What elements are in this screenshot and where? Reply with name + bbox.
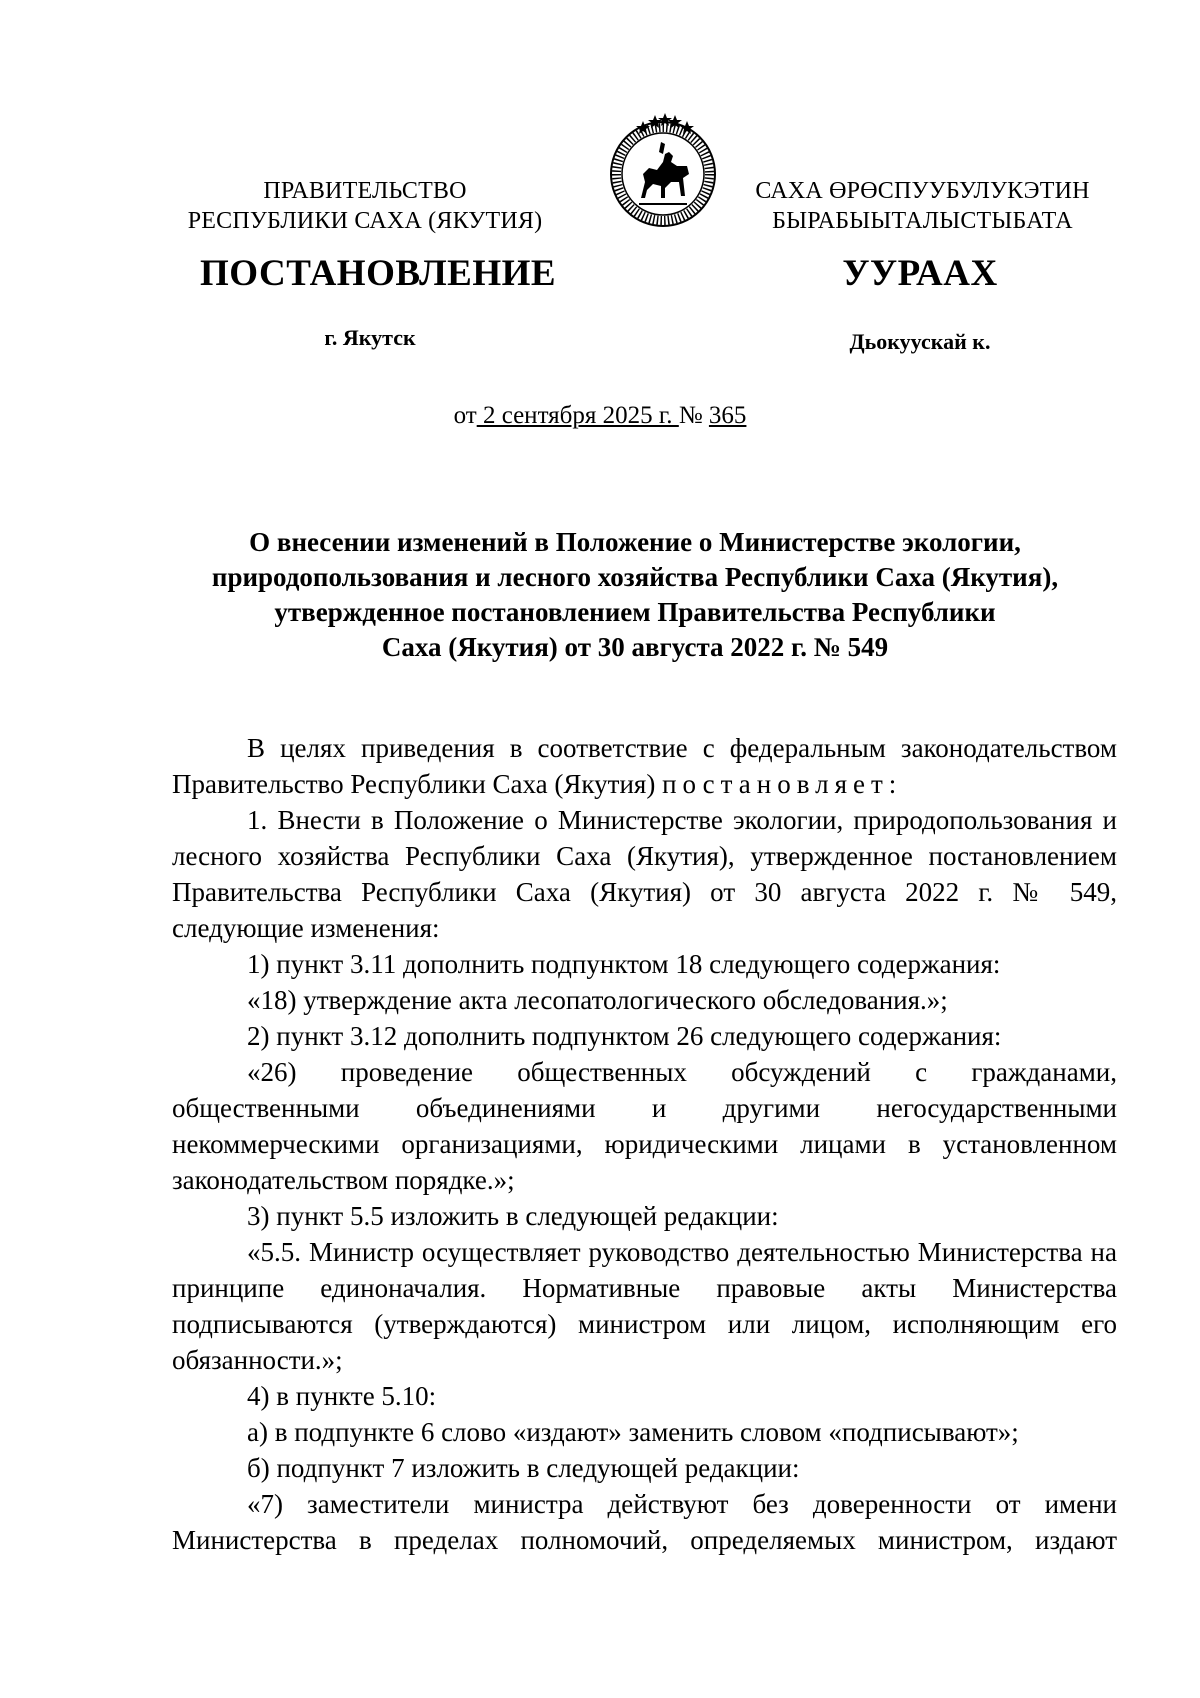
title-line: О внесении изменений в Положение о Министерстве экологии,: [249, 527, 1021, 557]
date-prefix: от: [453, 402, 477, 429]
city-russian: г. Якутск: [324, 325, 416, 350]
preamble-paragraph: [172, 730, 1117, 802]
issuer-line: САХА ӨРӨСПУУБУЛУКЭТИН: [755, 178, 1090, 204]
doc-type-russian: ПОСТАНОВЛЕНИЕ: [200, 253, 557, 294]
body-paragraph: «7) заместители министра действуют без доверенности от имени Министерства в пределах полномочий, определяемых министром, издают: [172, 1489, 1117, 1555]
title-line: природопользования и лесного хозяйства Республики Саха (Якутия),: [211, 562, 1059, 592]
body-paragraph: «18) утверждение акта лесопатологического обследования.»;: [247, 985, 948, 1015]
body-paragraph: 1. Внести в Положение о Министерстве экологии, природопользования и лесного хозяйства Республики Саха (Якутия), утвержденное постановлением Правительства Республики Саха (Якутия) от 30 августа 2022 г. № 549, следующие изменения:: [172, 805, 1117, 943]
document-title: [170, 525, 1100, 665]
issuer-block-russian: [180, 176, 550, 236]
number-sign: №: [678, 402, 709, 429]
issuer-block-sakha: [745, 176, 1100, 236]
body-paragraph: «26) проведение общественных обсуждений с гражданами, общественными объединениями и другими негосударственными некоммерческими организациями, юридическими лицами в установленном законодательством порядке.»;: [172, 1057, 1117, 1195]
issuer-line: ПРАВИТЕЛЬСТВО: [263, 178, 467, 204]
title-line: утвержденное постановлением Правительства Республики: [274, 597, 996, 627]
body-paragraph: 4) в пункте 5.10:: [247, 1381, 437, 1411]
issuer-line: БЫРАБЫЫТАЛЫСТЫБАТА: [772, 208, 1073, 234]
date-number-line: [0, 402, 1200, 430]
doc-type-sakha: УУРААХ: [842, 253, 998, 294]
body-paragraph: «5.5. Министр осуществляет руководство деятельностью Министерства на принципе единоначалия. Нормативные правовые акты Министерства подписываются (утверждаются) министром или лицом, исполняющим его обязанности.»;: [172, 1237, 1117, 1375]
document-body: [172, 730, 1117, 1558]
body-paragraph: 1) пункт 3.11 дополнить подпунктом 18 следующего содержания:: [247, 949, 1001, 979]
document-number: 365: [708, 402, 747, 429]
city-sakha: Дьокуускай к.: [849, 329, 991, 354]
body-paragraph: 3) пункт 5.5 изложить в следующей редакции:: [247, 1201, 779, 1231]
title-line: Саха (Якутия) от 30 августа 2022 г. № 549: [381, 632, 889, 662]
document-date: 2 сентября 2025 г.: [476, 402, 679, 429]
resolution-word: постановляет:: [662, 769, 903, 799]
sakha-emblem-icon: [603, 112, 723, 232]
body-paragraph: б) подпункт 7 изложить в следующей редакции:: [247, 1453, 800, 1483]
body-paragraph: 2) пункт 3.12 дополнить подпунктом 26 следующего содержания:: [247, 1021, 1002, 1051]
preamble-text: В целях приведения в соответствие с федеральным законодательством Правительство Республики Саха (Якутия): [172, 733, 1117, 799]
issuer-line: РЕСПУБЛИКИ САХА (ЯКУТИЯ): [187, 208, 543, 234]
body-paragraph: а) в подпункте 6 слово «издают» заменить словом «подписывают»;: [247, 1417, 1019, 1447]
